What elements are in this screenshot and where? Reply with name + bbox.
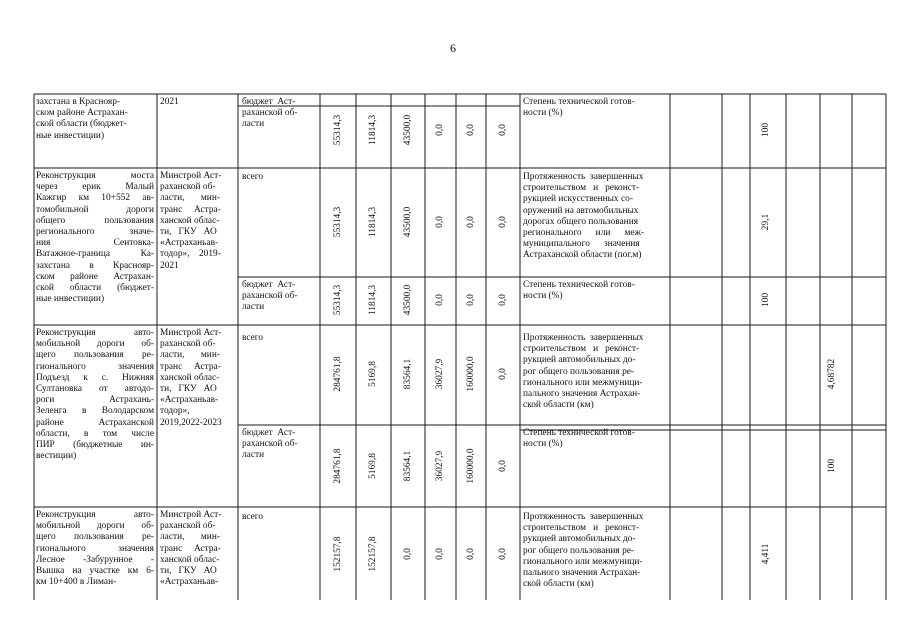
funding-source-line: раханской об- (242, 108, 298, 119)
funding-value: 160000,0 (466, 356, 476, 392)
funding-value: 0,0 (466, 294, 476, 306)
object-name-line: области, в том числе (36, 428, 154, 439)
object-name-line: Подъезд к с. Нижняя (36, 372, 154, 383)
funding-value: 5169,8 (368, 361, 378, 387)
object-name-line: Кажгир км 10+552 ав- (36, 193, 154, 204)
funding-value: 43500,0 (403, 114, 413, 146)
funding-value: 83564,1 (403, 450, 413, 482)
funding-source-line: ласти (242, 450, 265, 461)
executor-line: ласти, мин- (160, 350, 220, 361)
funding-value: 11814,3 (368, 206, 378, 238)
funding-value: 152157,8 (368, 536, 378, 572)
funding-source-line: раханской об- (242, 291, 298, 302)
executor-line: транс Астра- (160, 204, 221, 215)
object-name-line: томобильной дороги (36, 204, 154, 215)
object-name-line: гионального значения (36, 361, 154, 372)
executor-line: Минстрой Аст- (160, 510, 222, 520)
funding-value: 0,0 (435, 548, 445, 560)
funding-value: 0,0 (498, 124, 508, 136)
executor-line: 2019,2022-2023 (160, 417, 222, 428)
executor-line: ханской облас- (160, 554, 220, 565)
indicator-line: Степень технической готов- (523, 280, 635, 290)
indicator-line: рог общего пользования ре- (523, 366, 635, 377)
executor-line: ти, ГКУ АО (160, 227, 217, 237)
funding-source-line: бюджет Аст- (242, 280, 296, 290)
executor-line: ласти, мин- (160, 193, 220, 204)
indicator-line: рукцией автомобильных до- (523, 355, 636, 366)
executor-line: ханской облас- (160, 215, 220, 226)
indicator-line: гионального или межмуници- (523, 377, 643, 388)
funding-source-line: ласти (242, 302, 265, 313)
indicator-line: пального значения Астрахан- (523, 389, 641, 399)
funding-value: 0,0 (435, 216, 445, 228)
funding-source-line: всего (242, 333, 264, 343)
indicator-line: рукцией искусственных со- (523, 194, 633, 205)
funding-value: 0,0 (498, 548, 508, 560)
executor-line: транс Астра- (160, 543, 221, 554)
executor-line: ти, ГКУ АО (160, 566, 217, 576)
object-name-line: ния Сеитовка- (36, 238, 154, 249)
executor-line: раханской об- (160, 182, 216, 193)
indicator-line: строительством и реконст- (523, 344, 640, 355)
funding-value: 284761,8 (333, 448, 343, 484)
object-name-line: Лесное -Забурунное - (36, 554, 154, 565)
object-name-line: ПИР (бюджетные ин- (36, 440, 154, 450)
funding-value: 284761,8 (333, 356, 343, 392)
indicator-line: гионального или межмуници- (523, 556, 643, 567)
indicator-line: ности (%) (523, 291, 563, 302)
executor-line: тодор», (160, 406, 190, 417)
indicator-line: ности (%) (523, 439, 563, 450)
target-value: 100 (761, 292, 771, 308)
object-name-line: Реконструкция авто- (36, 328, 154, 338)
indicator-line: Астраханской области (пог.м) (523, 250, 642, 261)
object-name-line: ском районе Астрахан- (36, 271, 154, 282)
indicator-line: рукцией автомобильных до- (523, 534, 636, 545)
target-value: 100 (827, 458, 837, 474)
executor-line: «Астраханьав- (160, 238, 219, 249)
object-name-line: ные инвестиции) (36, 294, 105, 305)
funding-value: 0,0 (466, 216, 476, 228)
funding-value: 0,0 (435, 124, 445, 136)
target-value: 29,1 (761, 213, 771, 231)
executor-line: тодор», 2019- (160, 249, 221, 260)
object-name-line: Реконструкция авто- (36, 510, 154, 520)
target-value: 100 (761, 122, 771, 138)
funding-value: 0,0 (498, 216, 508, 228)
funding-value: 55314,3 (333, 114, 343, 146)
object-name-line: роги Астрахань- (36, 395, 154, 406)
object-name-line: мобильной дороги об- (36, 521, 154, 532)
object-name-line: районе Астраханской (36, 417, 154, 428)
object-name-line: гионального значения (36, 543, 154, 554)
funding-value: 43500,0 (403, 206, 413, 238)
funding-source-line: бюджет Аст- (242, 428, 296, 438)
executor-line: Минстрой Аст- (160, 171, 222, 181)
object-name-line: ской области (бюджет- (36, 283, 154, 293)
indicator-line: муниципального значения (523, 239, 640, 250)
funding-value: 55314,3 (333, 284, 343, 316)
object-name-line: захстана в Краснояр- (36, 260, 154, 271)
executor-line: Минстрой Аст- (160, 328, 222, 338)
indicator-line: Протяженность завершенных (523, 172, 644, 182)
executor-line: ти, ГКУ АО (160, 384, 217, 394)
object-name-line: через ерик Малый (36, 182, 154, 193)
indicator-line: ской области (км) (523, 400, 594, 411)
indicator-line: Степень технической готов- (523, 428, 635, 438)
indicator-line: дорогах общего пользования (523, 216, 639, 227)
indicator-line: рог общего пользования ре- (523, 545, 635, 556)
object-name-line: ные инвестиции) (36, 130, 105, 141)
funding-source-line: всего (242, 512, 264, 522)
object-name-line: захстана в Краснояр- (36, 97, 121, 107)
object-name-line: вестиции) (36, 451, 77, 462)
executor-line: 2021 (160, 260, 179, 271)
object-name-line: км 10+400 в Лиман- (36, 577, 117, 588)
indicator-line: Протяженность завершенных (523, 512, 644, 522)
object-name-line: мобильной дороги об- (36, 339, 154, 350)
executor-line: «Астраханьав- (160, 577, 219, 588)
indicator-line: ской области (км) (523, 579, 594, 590)
object-name-line: Ватажное-граница Ка- (36, 249, 154, 260)
executor-line: ласти, мин- (160, 532, 220, 543)
object-name-line: Султановка от автодо- (36, 384, 154, 394)
funding-value: 11814,3 (368, 114, 378, 146)
funding-value: 160000,0 (466, 448, 476, 484)
indicator-line: строительством и реконст- (523, 183, 640, 194)
indicator-line: ности (%) (523, 108, 563, 119)
funding-value: 0,0 (466, 548, 476, 560)
object-name-line: щего пользования ре- (36, 350, 154, 361)
executor-line: ханской облас- (160, 372, 220, 383)
object-name-line: ском районе Астрахан- (36, 108, 128, 119)
target-value: 4,68782 (827, 358, 837, 390)
funding-value: 0,0 (403, 548, 413, 560)
indicator-line: пального значения Астрахан- (523, 568, 641, 578)
executor-line: 2021 (160, 97, 179, 107)
executor-line: раханской об- (160, 339, 216, 350)
indicator-line: Степень технической готов- (523, 97, 635, 107)
funding-value: 0,0 (435, 294, 445, 306)
object-name-line: Реконструкция моста (36, 171, 154, 181)
funding-value: 43500,0 (403, 284, 413, 316)
target-value: 4,411 (761, 543, 771, 565)
executor-line: транс Астра- (160, 361, 221, 372)
executor-line: раханской об- (160, 521, 216, 532)
funding-value: 0,0 (498, 460, 508, 472)
indicator-line: Протяженность завершенных (523, 333, 644, 343)
indicator-line: регионального или меж- (523, 228, 645, 238)
funding-value: 0,0 (498, 294, 508, 306)
indicator-line: строительством и реконст- (523, 523, 640, 534)
funding-value: 0,0 (498, 368, 508, 380)
funding-value: 5169,8 (368, 453, 378, 479)
funding-source-line: раханской об- (242, 439, 298, 450)
funding-source-line: бюджет Аст- (242, 97, 296, 107)
funding-source-line: ласти (242, 119, 265, 130)
object-name-line: регионального значе- (36, 227, 154, 237)
funding-value: 11814,3 (368, 284, 378, 316)
funding-value: 55314,3 (333, 206, 343, 238)
object-name-line: Вышка на участке км 6- (36, 566, 154, 576)
page-number: 6 (450, 41, 456, 55)
funding-value: 36027,9 (435, 358, 445, 390)
funding-value: 83564,1 (403, 358, 413, 390)
funding-value: 36027,9 (435, 450, 445, 482)
object-name-line: щего пользования ре- (36, 532, 154, 543)
indicator-line: оружений на автомобильных (523, 205, 639, 216)
executor-line: «Астраханьав- (160, 395, 219, 406)
funding-value: 0,0 (466, 124, 476, 136)
object-name-line: ской области (бюджет- (36, 119, 127, 130)
funding-value: 152157,8 (333, 536, 343, 572)
object-name-line: Зеленга в Володарском (36, 406, 154, 417)
object-name-line: общего пользования (36, 215, 154, 226)
funding-source-line: всего (242, 172, 264, 182)
